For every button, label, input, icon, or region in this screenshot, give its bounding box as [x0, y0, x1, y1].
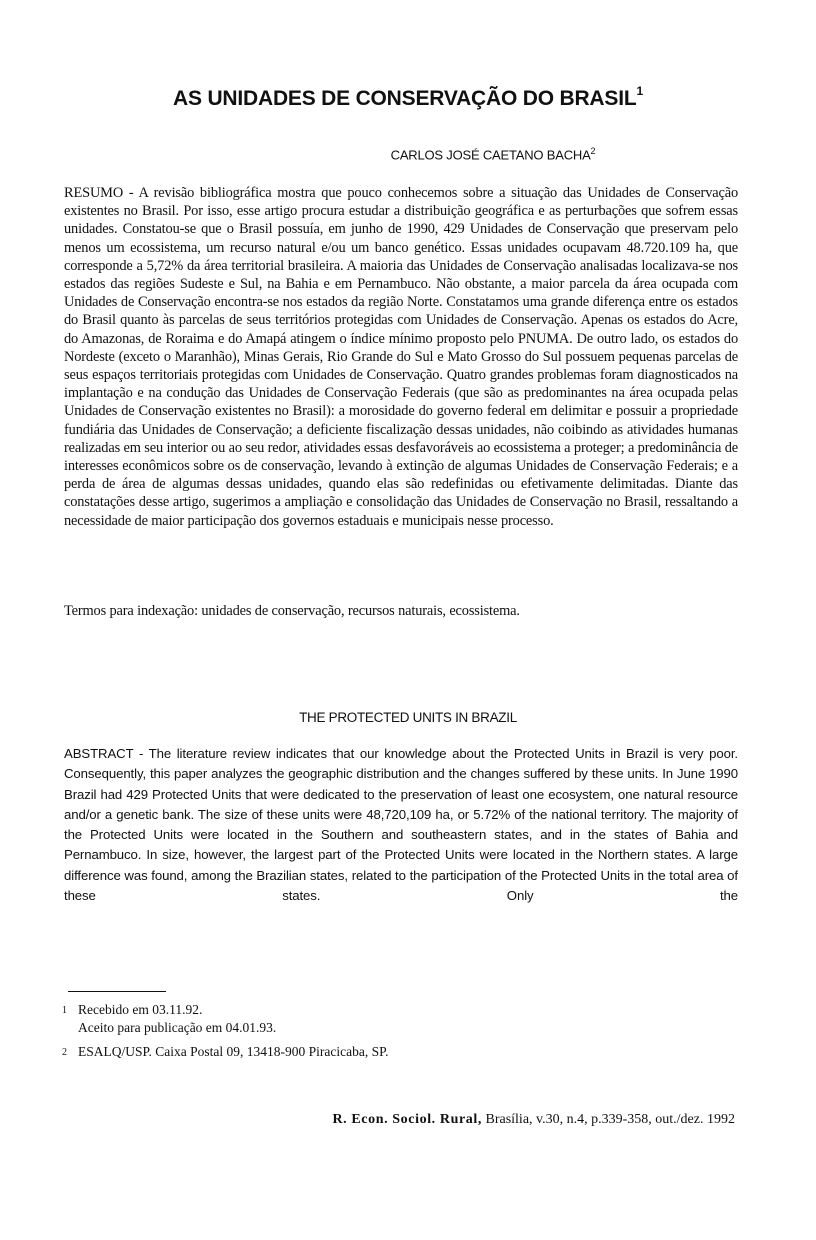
citation-details: Brasília, v.30, n.4, p.339-358, out./dez. 1992 [481, 1112, 735, 1127]
footnote-number: 2 [62, 1047, 67, 1058]
footnote-number: 1 [62, 1005, 67, 1016]
index-terms: Termos para indexação: unidades de conservação, recursos naturais, ecossistema. [64, 603, 520, 619]
footnote-2 [62, 1043, 562, 1062]
resumo-paragraph: RESUMO - A revisão bibliográfica mostra que pouco conhecemos sobre a situação das Unidades de Conservação existentes no Brasil. Por isso, esse artigo procura estudar a distribuição geográfica e as perturbações que sofrem essas unidades. Constatou-se que o Brasil possuía, em junho de 1990, 429 Unidades de Conservação que preservam pelo menos um ecossistema, um recurso natural e/ou um banco genético. Essas unidades ocupavam 48.720.109 ha, que corresponde a 5,72% da área territorial brasileira. A maioria das Unidades de Conservação analisadas localizava-se nos estados das regiões Sudeste e Sul, na Bahia e em Pernambuco. Não obstante, a maior parcela da área ocupada com Unidades de Conservação encontra-se nos estados da região Norte. Constatamos uma grande diferença entre os estados do Brasil quanto às parcelas de seus territórios protegidas com Unidades de Conservação. Apenas os estados do Acre, do Amazonas, de Roraima e do Amapá atingem o índice mínimo proposto pelo PNUMA. De outro lado, os estados do Nordeste (exceto o Maranhão), Minas Gerais, Rio Grande do Sul e Mato Grosso do Sul possuem pequenas parcelas de seus espaços territoriais protegidas com Unidades de Conservação. Quatro grandes problemas foram diagnosticados na implantação e na condução das Unidades de Conservação Federais (que são as predominantes na área ocupada pelas Unidades de Conservação existentes no Brasil): a morosidade do governo federal em delimitar e possuir a propriedade fundiária das Unidades de Conservação; a deficiente fiscalização dessas unidades, não coibindo as atividades humanas realizadas em seu interior ou ao seu redor, atividades essas desfavoráveis ao ecossistema a proteger; a predominância de interesses econômicos sobre os de conservação, levando à extinção de algumas Unidades de Conservação Federais; e a perda de área de algumas dessas unidades, quando elas são redefinidas ou efetivamente delimitadas. Diante das constatações desse artigo, sugerimos a ampliação e consolidação das Unidades de Conservação no Brasil, ressaltando a necessidade de maior participação dos governos estaduais e municipais nesse processo. [64, 185, 738, 529]
article-title [0, 86, 816, 111]
footnote-received-date: Recebido em 03.11.92. [78, 1002, 203, 1017]
title-footnote-marker[interactable]: 1 [636, 84, 643, 98]
author-footnote-marker[interactable]: 2 [590, 146, 596, 156]
footnote-affiliation: ESALQ/USP. Caixa Postal 09, 13418-900 Piracicaba, SP. [78, 1044, 389, 1059]
author-name: CARLOS JOSÉ CAETANO BACHA [390, 147, 591, 163]
english-title: THE PROTECTED UNITS IN BRAZIL [299, 710, 517, 725]
article-title-text: AS UNIDADES DE CONSERVAÇÃO DO BRASIL [173, 87, 637, 110]
footnote-1 [62, 1001, 562, 1037]
footnote-divider [68, 991, 166, 992]
author-line [0, 146, 816, 162]
abstract-paragraph: ABSTRACT - The literature review indicates that our knowledge about the Protected Units in Brazil is very poor. Consequently, this paper analyzes the geographic distribution and the changes suffered by these units. In June 1990 Brazil had 429 Protected Units that were dedicated to the preservation of least one ecosystem, one natural resource and/or a genetic bank. The size of these units were 48,720,109 ha, or 5.72% of the national territory. The majority of the Protected Units were located in the Southern and southeastern states, and in the states of Bahia and Pernambuco. In size, however, the largest part of the Protected Units were located in the Northern states. A large difference was found, among the Brazilian states, related to the participation of the Protected Units in the total area of these states. Only the [64, 746, 738, 904]
footnote-accepted-date: Aceito para publicação em 04.01.93. [78, 1020, 277, 1035]
footnotes [62, 1001, 562, 1062]
journal-name: R. Econ. Sociol. Rural, [332, 1112, 482, 1127]
journal-citation [0, 1112, 735, 1128]
